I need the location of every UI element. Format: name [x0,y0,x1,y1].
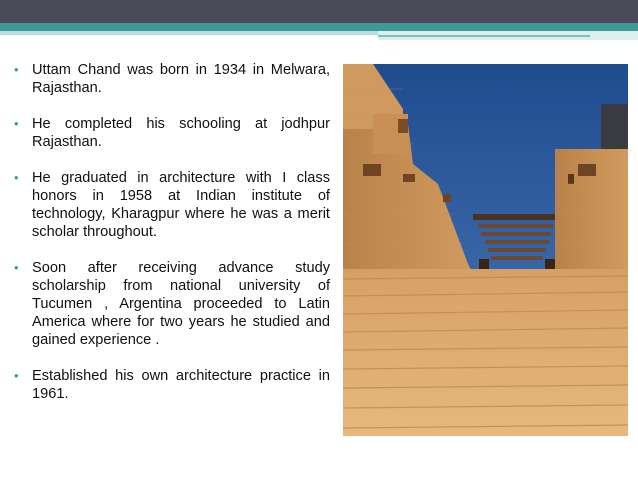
bullet-text: Established his own architecture practice in 1961. [32,368,330,402]
bullet-icon: • [14,260,19,275]
accent-stripe-light [0,31,378,35]
bullet-text: He completed his schooling at jodhpur Rajasthan. [32,116,330,150]
bullet-item [14,115,330,151]
bullet-icon: • [14,62,19,77]
accent-stripe-thin [378,35,590,37]
bullet-text: Uttam Chand was born in 1934 in Melwara, Rajasthan. [32,62,330,96]
bullet-icon: • [14,170,19,185]
bullet-text: Soon after receiving advance study scholarship from national university of Tucumen , Argentina proceeded to Latin America where for two years he studied and gained experience . [32,260,330,348]
bullet-item [14,61,330,97]
bullet-icon: • [14,116,19,131]
bullet-item [14,169,330,241]
bullet-text: He graduated in architecture with I class honors in 1958 at Indian institute of technology, Kharagpur where he was a merit scholar throughout. [32,170,330,240]
bullet-icon: • [14,368,19,383]
top-band [0,0,638,23]
bullet-list [14,61,330,421]
building-illustration [343,64,628,436]
bullet-item [14,367,330,403]
building-photo [343,64,628,436]
bullet-item [14,259,330,349]
accent-stripe [0,23,638,31]
